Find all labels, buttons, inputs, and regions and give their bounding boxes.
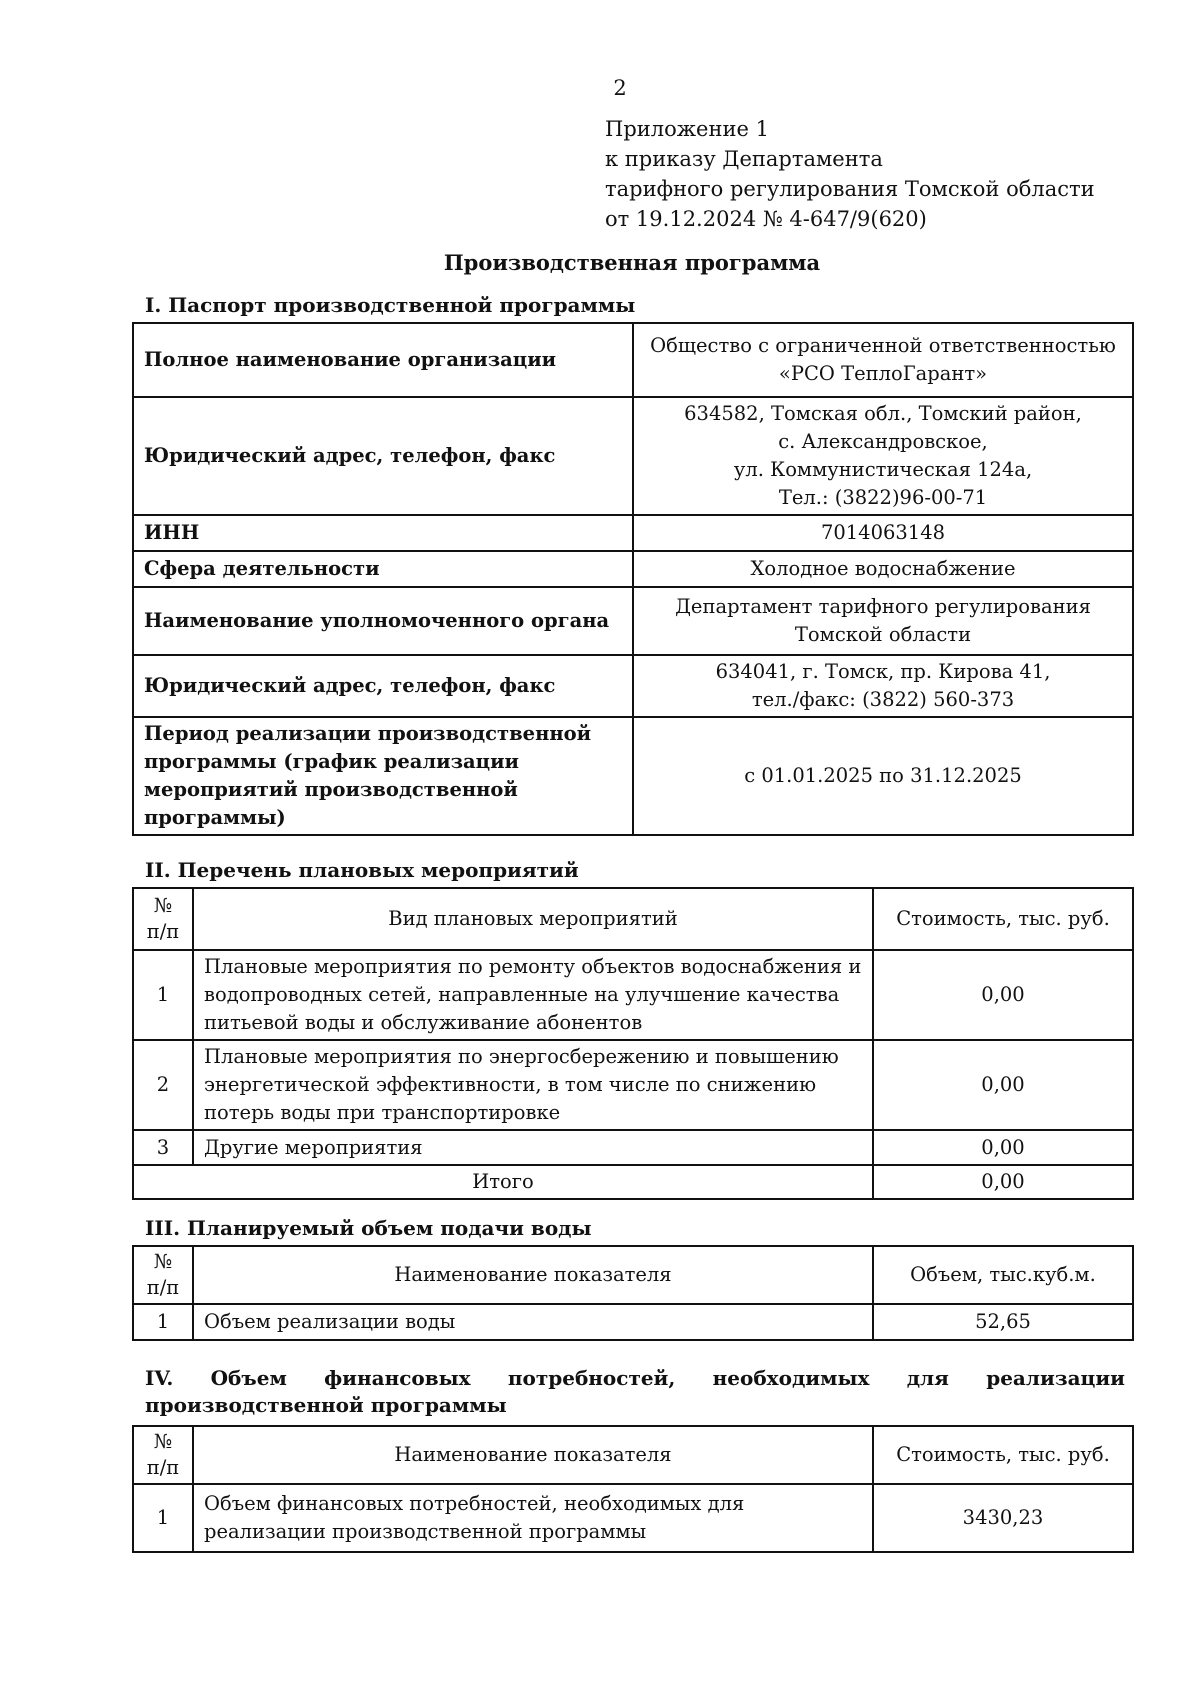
header-line: №	[153, 1430, 173, 1453]
table-row	[133, 551, 1133, 587]
passport-value	[633, 587, 1133, 655]
row-number: 1	[133, 1484, 193, 1552]
activity-cost: 0,00	[873, 950, 1133, 1040]
activities-table	[132, 887, 1134, 1200]
value-line: «РСО ТеплоГарант»	[778, 362, 988, 385]
table-row	[133, 323, 1133, 397]
passport-value: 7014063148	[633, 515, 1133, 551]
column-header-name: Вид плановых мероприятий	[193, 888, 873, 950]
passport-value: Холодное водоснабжение	[633, 551, 1133, 587]
approval-line: от 19.12.2024 № 4-647/9(620)	[605, 207, 927, 231]
passport-label: Сфера деятельности	[133, 551, 633, 587]
column-header-name: Наименование показателя	[193, 1246, 873, 1304]
passport-label: Полное наименование организации	[133, 323, 633, 397]
passport-table	[132, 322, 1134, 836]
header-line: п/п	[146, 1456, 180, 1479]
row-number: 1	[133, 950, 193, 1040]
header-line: п/п	[146, 920, 180, 943]
passport-value	[633, 323, 1133, 397]
header-line: п/п	[146, 1276, 180, 1299]
value-line: 634582, Томская обл., Томский район,	[684, 402, 1082, 425]
passport-value	[633, 655, 1133, 717]
table-row	[133, 1040, 1133, 1130]
passport-value: с 01.01.2025 по 31.12.2025	[633, 717, 1133, 835]
header-line: №	[153, 1250, 173, 1273]
activity-name: Другие мероприятия	[193, 1130, 873, 1165]
table-row	[133, 587, 1133, 655]
table-row	[133, 1304, 1133, 1340]
indicator-name: Объем финансовых потребностей, необходимых для реализации производственной программы	[193, 1484, 873, 1552]
indicator-name: Объем реализации воды	[193, 1304, 873, 1340]
table-row	[133, 515, 1133, 551]
value-line: 634041, г. Томск, пр. Кирова 41,	[715, 660, 1051, 683]
column-header-number	[133, 888, 193, 950]
activity-name: Плановые мероприятия по ремонту объектов водоснабжения и водопроводных сетей, направленные на улучшение качества питьевой воды и обслуживание абонентов	[193, 950, 873, 1040]
column-header-name: Наименование показателя	[193, 1426, 873, 1484]
row-number: 3	[133, 1130, 193, 1165]
total-label: Итого	[133, 1165, 873, 1199]
table-row	[133, 397, 1133, 515]
approval-line: тарифного регулирования Томской области	[605, 177, 1095, 201]
section-4-heading: IV. Объем финансовых потребностей, необходимых для реализации производственной программы	[145, 1366, 1125, 1417]
column-header-cost: Стоимость, тыс. руб.	[873, 888, 1133, 950]
value-line: тел./факс: (3822) 560-373	[751, 688, 1015, 711]
column-header-number	[133, 1426, 193, 1484]
section-2-heading: II. Перечень плановых мероприятий	[145, 858, 579, 882]
table-row	[133, 1165, 1133, 1199]
document-title: Производственная программа	[443, 250, 821, 275]
approval-line: Приложение 1	[605, 117, 769, 141]
column-header-number	[133, 1246, 193, 1304]
passport-label: Юридический адрес, телефон, факс	[133, 397, 633, 515]
column-header-volume: Объем, тыс.куб.м.	[873, 1246, 1133, 1304]
approval-line: к приказу Департамента	[605, 147, 883, 171]
passport-label: ИНН	[133, 515, 633, 551]
section-3-heading: III. Планируемый объем подачи воды	[145, 1216, 592, 1240]
table-row	[133, 1130, 1133, 1165]
column-header-cost: Стоимость, тыс. руб.	[873, 1426, 1133, 1484]
value-line: ул. Коммунистическая 124а,	[733, 458, 1033, 481]
passport-label: Период реализации производственной программы (график реализации мероприятий производственной программы)	[133, 717, 633, 835]
value-line: Томской области	[794, 623, 972, 646]
activity-name: Плановые мероприятия по энергосбережению и повышению энергетической эффективности, в том числе по снижению потерь воды при транспортировке	[193, 1040, 873, 1130]
table-row	[133, 1246, 1133, 1304]
indicator-volume: 52,65	[873, 1304, 1133, 1340]
passport-label: Наименование уполномоченного органа	[133, 587, 633, 655]
page-number: 2	[613, 76, 627, 100]
value-line: Общество с ограниченной ответственностью	[650, 334, 1116, 357]
value-line: с. Александровское,	[778, 430, 988, 453]
table-row	[133, 717, 1133, 835]
section-1-heading: I. Паспорт производственной программы	[145, 293, 636, 317]
passport-label: Юридический адрес, телефон, факс	[133, 655, 633, 717]
table-row	[133, 888, 1133, 950]
indicator-cost: 3430,23	[873, 1484, 1133, 1552]
activity-cost: 0,00	[873, 1040, 1133, 1130]
activity-cost: 0,00	[873, 1130, 1133, 1165]
row-number: 2	[133, 1040, 193, 1130]
passport-value	[633, 397, 1133, 515]
value-line: Тел.: (3822)96-00-71	[778, 486, 988, 509]
total-value: 0,00	[873, 1165, 1133, 1199]
table-row	[133, 655, 1133, 717]
table-row	[133, 1484, 1133, 1552]
table-row	[133, 1426, 1133, 1484]
financial-needs-table	[132, 1425, 1134, 1553]
approval-block	[605, 114, 1095, 234]
value-line: Департамент тарифного регулирования	[675, 595, 1091, 618]
table-row	[133, 950, 1133, 1040]
header-line: №	[153, 894, 173, 917]
row-number: 1	[133, 1304, 193, 1340]
water-volume-table	[132, 1245, 1134, 1341]
